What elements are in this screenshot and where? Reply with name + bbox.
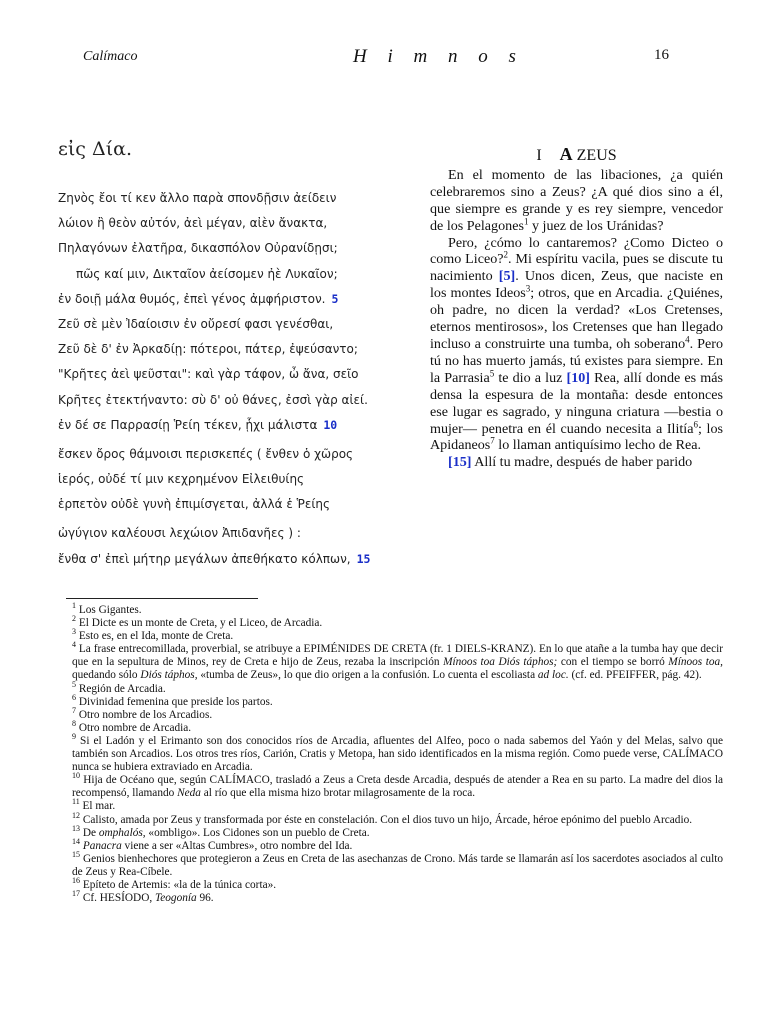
footnote-number: 3 xyxy=(72,627,76,637)
greek-text-column xyxy=(58,138,403,572)
footnote-number: 1 xyxy=(72,601,76,611)
verse-number: 5 xyxy=(331,291,339,306)
greek-line-1 xyxy=(58,186,403,211)
footnote-5 xyxy=(72,679,723,696)
text-run: . Mi espíritu vacila, pues se discute tu nacimiento xyxy=(430,251,723,285)
footnote-separator xyxy=(66,598,258,599)
greek-line-text: Πηλαγόνων ἐλατῆρα, δικασπόλον Οὐρανίδῃσι; xyxy=(58,241,338,256)
greek-line-11 xyxy=(58,442,403,467)
footnote-number: 5 xyxy=(72,679,76,689)
footnote-8 xyxy=(72,719,723,735)
footnote-text: Epíteto de Artemis: «la de la túnica corta». xyxy=(82,878,277,891)
footnote-number: 9 xyxy=(72,732,76,742)
footnote-4 xyxy=(72,640,723,682)
text-run: y juez de los Uránidas? xyxy=(528,217,664,234)
greek-line-text: ἑρπετὸν οὐδὲ γυνὴ ἐπιμίσγεται, ἀλλά ἑ Ῥείης xyxy=(58,497,331,512)
footnote-italic: Mínoos toa Diós táphos; xyxy=(443,656,558,669)
footnote-3 xyxy=(72,627,723,643)
footnote-10 xyxy=(72,771,723,800)
greek-line-5 xyxy=(58,287,403,312)
text-run: En el momento de las libaciones, ¿a quién celebraremos sino a Zeus? ¿A qué dios sino a él, que siempre es grande y es rey siempre, vencedor de los Pelagones xyxy=(430,166,723,234)
footnote-italic: Mínoos toa, xyxy=(668,656,723,669)
greek-line-text: Κρῆτες ἐτεκτήναντο: σὺ δ' οὐ θάνες, ἐσσὶ γὰρ αἰεί. xyxy=(58,392,368,407)
greek-line-9 xyxy=(58,388,403,413)
header-author: Calímaco xyxy=(83,49,138,64)
footnotes xyxy=(72,601,723,905)
greek-line-text: ἐν δέ σε Παρρασίῃ Ῥείη τέκεν, ᾗχι μάλιστα xyxy=(58,417,318,432)
footnote-text: «tumba de Zeus», lo que dio origen a la confusión. Lo cuenta el escoliasta xyxy=(197,669,538,682)
translation-paragraph-2 xyxy=(430,235,723,455)
text-run: Rea, allí donde es más densa la espesura de la montaña: desde entonces ese lugar es sagrado, y ninguna criatura —bestia o mujer— penetra en él cuando necesita a Ilitía xyxy=(430,369,723,437)
footnote-ref[interactable]: 7 xyxy=(490,435,495,446)
footnote-number: 16 xyxy=(72,876,80,886)
greek-line-6 xyxy=(58,312,403,337)
translation-paragraph-1 xyxy=(430,167,723,235)
text-run: . Pero tú no has muerto jamás, tú existes para siempre. En la Parrasia xyxy=(430,335,723,386)
footnote-11 xyxy=(72,797,723,813)
footnote-16 xyxy=(72,876,723,892)
footnote-number: 8 xyxy=(72,719,76,729)
footnote-14 xyxy=(72,836,723,853)
footnote-italic: Teogonía xyxy=(155,892,197,905)
footnote-number: 12 xyxy=(72,810,80,820)
greek-line-text: πῶς καί μιν, Δικταῖον ἀείσομεν ἠὲ Λυκαῖον; xyxy=(76,266,338,281)
section-heading xyxy=(430,146,723,165)
footnote-ref[interactable]: 2 xyxy=(503,249,509,260)
footnote-text: Otro nombre de los Arcadios. xyxy=(78,708,213,721)
footnote-number: 11 xyxy=(72,797,80,807)
footnote-text: «ombligo». Los Cidones son un pueblo de Creta. xyxy=(145,826,370,839)
footnote-ref[interactable]: 1 xyxy=(523,215,529,226)
footnote-text: Si el Ladón y el Erimanto son dos conocidos ríos de Arcadia, afluentes del Alfeo, poco o nada sabemos del Yaón y del Melas, salvo que también son Arcadios. Los otros tres ríos, Carión, Cratis y Metopa, han sido identificados en la misma región. Como puede verse, CALÍMACO nunca se hubiera extraviado en Arcadia. xyxy=(72,734,723,774)
section-number: I xyxy=(536,147,542,164)
footnote-italic: omphalós, xyxy=(98,826,146,839)
footnote-1 xyxy=(72,601,723,617)
footnote-12 xyxy=(72,810,723,827)
text-run: ; otros, que en Arcadia. ¿Quiénes, oh padre, no dicen la verdad? «Los Cretenses, eternos mentirosos», los Cretenses que han llegado incluso a construirte una tumba, oh soberano xyxy=(430,285,723,352)
greek-line-text: ἔνθα σ' ἐπεὶ μήτηρ μεγάλων ἀπεθήκατο κόλπων, xyxy=(58,551,351,566)
footnote-text: Esto es, en el Ida, monte de Creta. xyxy=(78,630,234,643)
verse-number: 15 xyxy=(356,551,371,566)
text-run: ; los Apidaneos xyxy=(430,420,723,454)
footnote-ref[interactable]: 6 xyxy=(693,418,698,429)
header-title: H i m n o s xyxy=(353,46,524,67)
greek-line-2 xyxy=(58,211,403,236)
text-run: te dio a luz xyxy=(494,369,567,386)
section-initial: A xyxy=(559,144,573,164)
footnote-number: 4 xyxy=(72,640,76,650)
greek-line-text: "Κρῆτες ἀεὶ ψεῦσται": καὶ γὰρ τάφον, ὦ ἄνα, σεῖο xyxy=(58,367,359,382)
text-run: Pero, ¿cómo lo cantaremos? ¿Como Dicteo o como Liceo? xyxy=(430,234,723,268)
greek-line-text: ἐν δοιῇ μάλα θυμός, ἐπεὶ γένος ἀμφήριστον. xyxy=(58,291,326,306)
greek-line-text: Ζεῦ δὲ δ' ἐν Ἀρκαδίῃ: πότεροι, πάτερ, ἐψεύσαντο; xyxy=(58,342,358,357)
greek-heading: εἰς Δία. xyxy=(58,138,133,160)
footnote-6 xyxy=(72,692,723,709)
footnote-number: 6 xyxy=(72,692,76,702)
translation-paragraph-3 xyxy=(430,454,723,471)
footnote-text: con el tiempo se borró xyxy=(557,656,669,669)
footnote-text: quedando sólo xyxy=(72,669,141,682)
footnote-italic: Diós táphos, xyxy=(140,669,198,682)
text-run: . Unos dicen, Zeus, que naciste en los montes Ideos xyxy=(430,268,723,302)
footnote-text: El Dicte es un monte de Creta, y el Liceo, de Arcadia. xyxy=(78,617,323,630)
footnote-text: (cf. ed. PFEIFFER, pág. 42). xyxy=(568,669,702,682)
footnote-text: Región de Arcadia. xyxy=(78,682,166,695)
greek-line-7 xyxy=(58,337,403,362)
footnote-number: 13 xyxy=(72,823,80,833)
footnote-italic: Panacra xyxy=(82,839,122,852)
footnote-number: 2 xyxy=(72,614,76,624)
footnote-7 xyxy=(72,705,723,722)
footnote-text: La frase entrecomillada, proverbial, se atribuye a EPIMÉNIDES DE CRETA (fr. 1 DIELS-KRANZ). En lo que atañe a la tumba hay que decir que en la sepultura de Minos, rey de Creta e hijo de Zeus, rezaba la inscripción xyxy=(72,643,723,669)
greek-line-15 xyxy=(58,547,403,572)
footnote-text: 96. xyxy=(196,892,214,905)
footnote-italic: Neda xyxy=(177,787,201,800)
greek-line-4 xyxy=(58,262,403,287)
footnote-number: 7 xyxy=(72,705,76,715)
footnote-text: El mar. xyxy=(82,800,116,813)
footnote-text: Cf. HESÍODO, xyxy=(82,892,156,905)
verse-link[interactable]: [5] xyxy=(498,268,516,285)
footnote-text: Calisto, amada por Zeus y transformada por éste en constelación. Con el dios tuvo un hijo, Árcade, héroe epónimo del pueblo Arcadio. xyxy=(82,813,693,826)
footnote-number: 17 xyxy=(72,889,80,899)
greek-line-text: ἱερός, οὐδέ τί μιν κεχρημένον Εἰλειθυίης xyxy=(58,472,305,487)
footnote-text: Los Gigantes. xyxy=(78,604,142,616)
footnote-9 xyxy=(72,732,723,774)
footnote-2 xyxy=(72,614,723,630)
text-run: Allí tu madre, después de haber parido xyxy=(471,454,693,471)
verse-link[interactable]: [10] xyxy=(566,369,590,386)
footnote-13 xyxy=(72,823,723,840)
footnote-italic: ad loc. xyxy=(537,669,569,682)
greek-line-14 xyxy=(58,521,403,546)
footnote-17 xyxy=(72,889,723,905)
page-number: 16 xyxy=(654,47,669,63)
spanish-translation-column xyxy=(430,146,723,471)
greek-line-10 xyxy=(58,413,403,438)
footnote-text: Genios bienhechores que protegieron a Zeus en Creta de las asechanzas de Crono. Más tarde se llamarán así los sacerdotes asociados al culto de Zeus y Rea-Cíbele. xyxy=(72,852,723,878)
greek-line-3 xyxy=(58,236,403,261)
footnote-text: De xyxy=(82,826,99,839)
greek-line-8 xyxy=(58,362,403,387)
footnote-number: 14 xyxy=(72,836,80,846)
greek-line-text: λώιον ἢ θεὸν αὐτόν, ἀεὶ μέγαν, αἰὲν ἄνακτα, xyxy=(58,216,328,231)
footnote-text: Otro nombre de Arcadia. xyxy=(78,721,192,734)
section-title: ZEUS xyxy=(576,147,617,164)
greek-line-text: Ζεῦ σὲ μὲν Ἰδαίοισιν ἐν οὔρεσί φασι γενέσθαι, xyxy=(58,316,334,331)
greek-line-12 xyxy=(58,467,403,492)
footnote-15 xyxy=(72,850,723,879)
footnote-ref[interactable]: 5 xyxy=(489,368,495,379)
greek-line-text: ἔσκεν ὄρος θάμνοισι περισκεπές ( ἔνθεν ὁ χῶρος xyxy=(58,446,354,461)
footnote-text: Divinidad femenina que preside los partos. xyxy=(78,695,273,708)
footnote-number: 10 xyxy=(72,771,80,781)
footnote-text: al río que ella misma hizo brotar milagrosamente de la roca. xyxy=(200,787,476,800)
footnote-number: 15 xyxy=(72,850,80,860)
text-run: lo llaman antiquísimo lecho de Rea. xyxy=(494,437,702,454)
greek-line-text: ὠγύγιον καλέουσι λεχώιον Ἀπιδανῆες ) : xyxy=(58,526,301,541)
footnote-ref[interactable]: 3 xyxy=(525,283,531,294)
footnote-text: Hija de Océano que, según CALÍMACO, trasladó a Zeus a Creta desde Arcadia, después de atender a Rea en su parto. La madre del dios la recompensó, llamando xyxy=(72,774,723,800)
verse-number: 10 xyxy=(323,417,338,432)
verse-link[interactable]: [15] xyxy=(448,454,472,471)
footnote-text: viene a ser «Altas Cumbres», otro nombre del Ida. xyxy=(121,839,353,852)
greek-line-13 xyxy=(58,492,403,517)
footnote-ref[interactable]: 4 xyxy=(685,334,690,345)
greek-line-text: Ζηνὸς ἔοι τί κεν ἄλλο παρὰ σπονδῇσιν ἀείδειν xyxy=(58,191,337,205)
